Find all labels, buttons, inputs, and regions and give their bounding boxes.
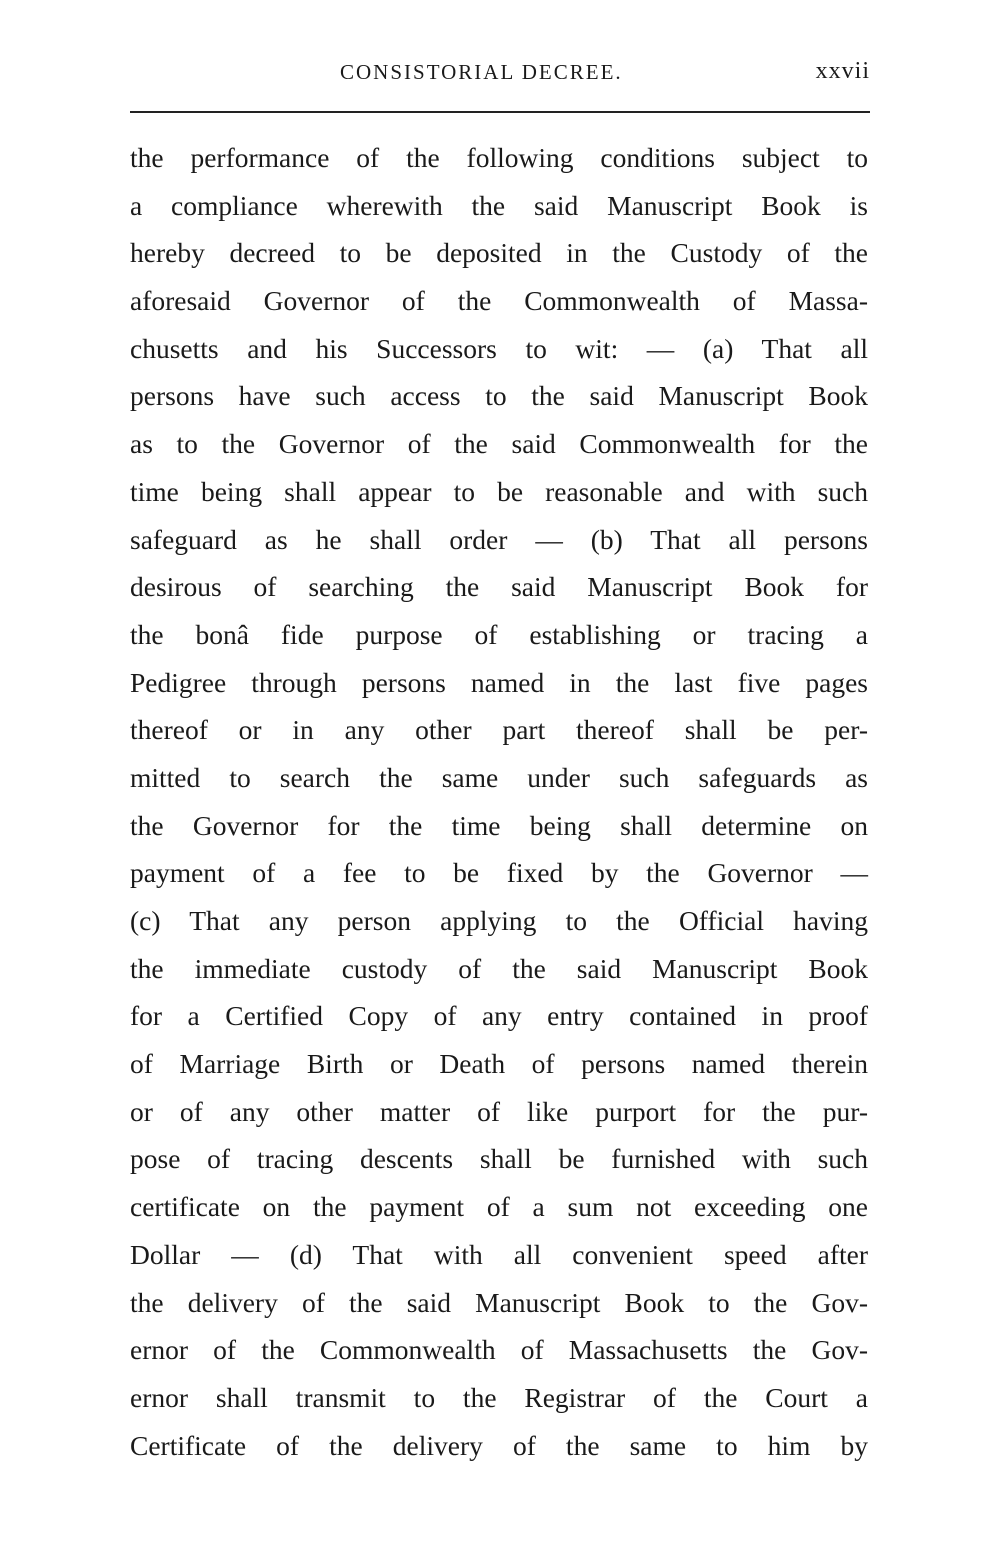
text-line: mitted to search the same under such safeguards as bbox=[130, 761, 868, 793]
text-line: payment of a fee to be fixed by the Governor — bbox=[130, 857, 868, 889]
text-line: for a Certified Copy of any entry contained in proof bbox=[130, 1000, 868, 1032]
text-line: desirous of searching the said Manuscript Book for bbox=[130, 571, 868, 603]
text-line: hereby decreed to be deposited in the Custody of the bbox=[130, 237, 868, 269]
running-title: CONSISTORIAL DECREE. bbox=[340, 60, 623, 84]
header-rule bbox=[130, 111, 870, 113]
text-line: persons have such access to the said Manuscript Book bbox=[130, 380, 868, 412]
text-line: a compliance wherewith the said Manuscript Book is bbox=[130, 189, 868, 221]
text-line: the Governor for the time being shall determine on bbox=[130, 809, 868, 841]
text-line: chusetts and his Successors to wit: — (a) That all bbox=[130, 332, 868, 364]
text-line: time being shall appear to be reasonable and with such bbox=[130, 475, 868, 507]
text-line: thereof or in any other part thereof shall be per- bbox=[130, 714, 868, 746]
text-line: safeguard as he shall order — (b) That all persons bbox=[130, 523, 868, 555]
text-line: the performance of the following conditions subject to bbox=[130, 142, 868, 173]
text-line: aforesaid Governor of the Commonwealth of Massa- bbox=[130, 285, 868, 317]
text-line: as to the Governor of the said Commonwealth for the bbox=[130, 428, 868, 460]
text-line: certificate on the payment of a sum not exceeding one bbox=[130, 1191, 868, 1223]
text-line: or of any other matter of like purport for the pur- bbox=[130, 1095, 868, 1127]
text-line: the delivery of the said Manuscript Book to the Gov- bbox=[130, 1286, 868, 1318]
text-line: the immediate custody of the said Manuscript Book bbox=[130, 952, 868, 984]
body-text bbox=[130, 138, 868, 1473]
text-line: Dollar — (d) That with all convenient speed after bbox=[130, 1238, 868, 1270]
text-line: pose of tracing descents shall be furnished with such bbox=[130, 1143, 868, 1175]
text-line: ernor of the Commonwealth of Massachusetts the Gov- bbox=[130, 1334, 868, 1366]
page-number: xxvii bbox=[815, 58, 870, 84]
text-line: ernor shall transmit to the Registrar of the Court a bbox=[130, 1381, 868, 1413]
text-line: (c) That any person applying to the Official having bbox=[130, 905, 868, 936]
text-line: Certificate of the delivery of the same to him by bbox=[130, 1429, 868, 1461]
text-line: of Marriage Birth or Death of persons named therein bbox=[130, 1048, 868, 1080]
text-line: the bonâ fide purpose of establishing or tracing a bbox=[130, 618, 868, 650]
text-line: Pedigree through persons named in the last five pages bbox=[130, 666, 868, 698]
